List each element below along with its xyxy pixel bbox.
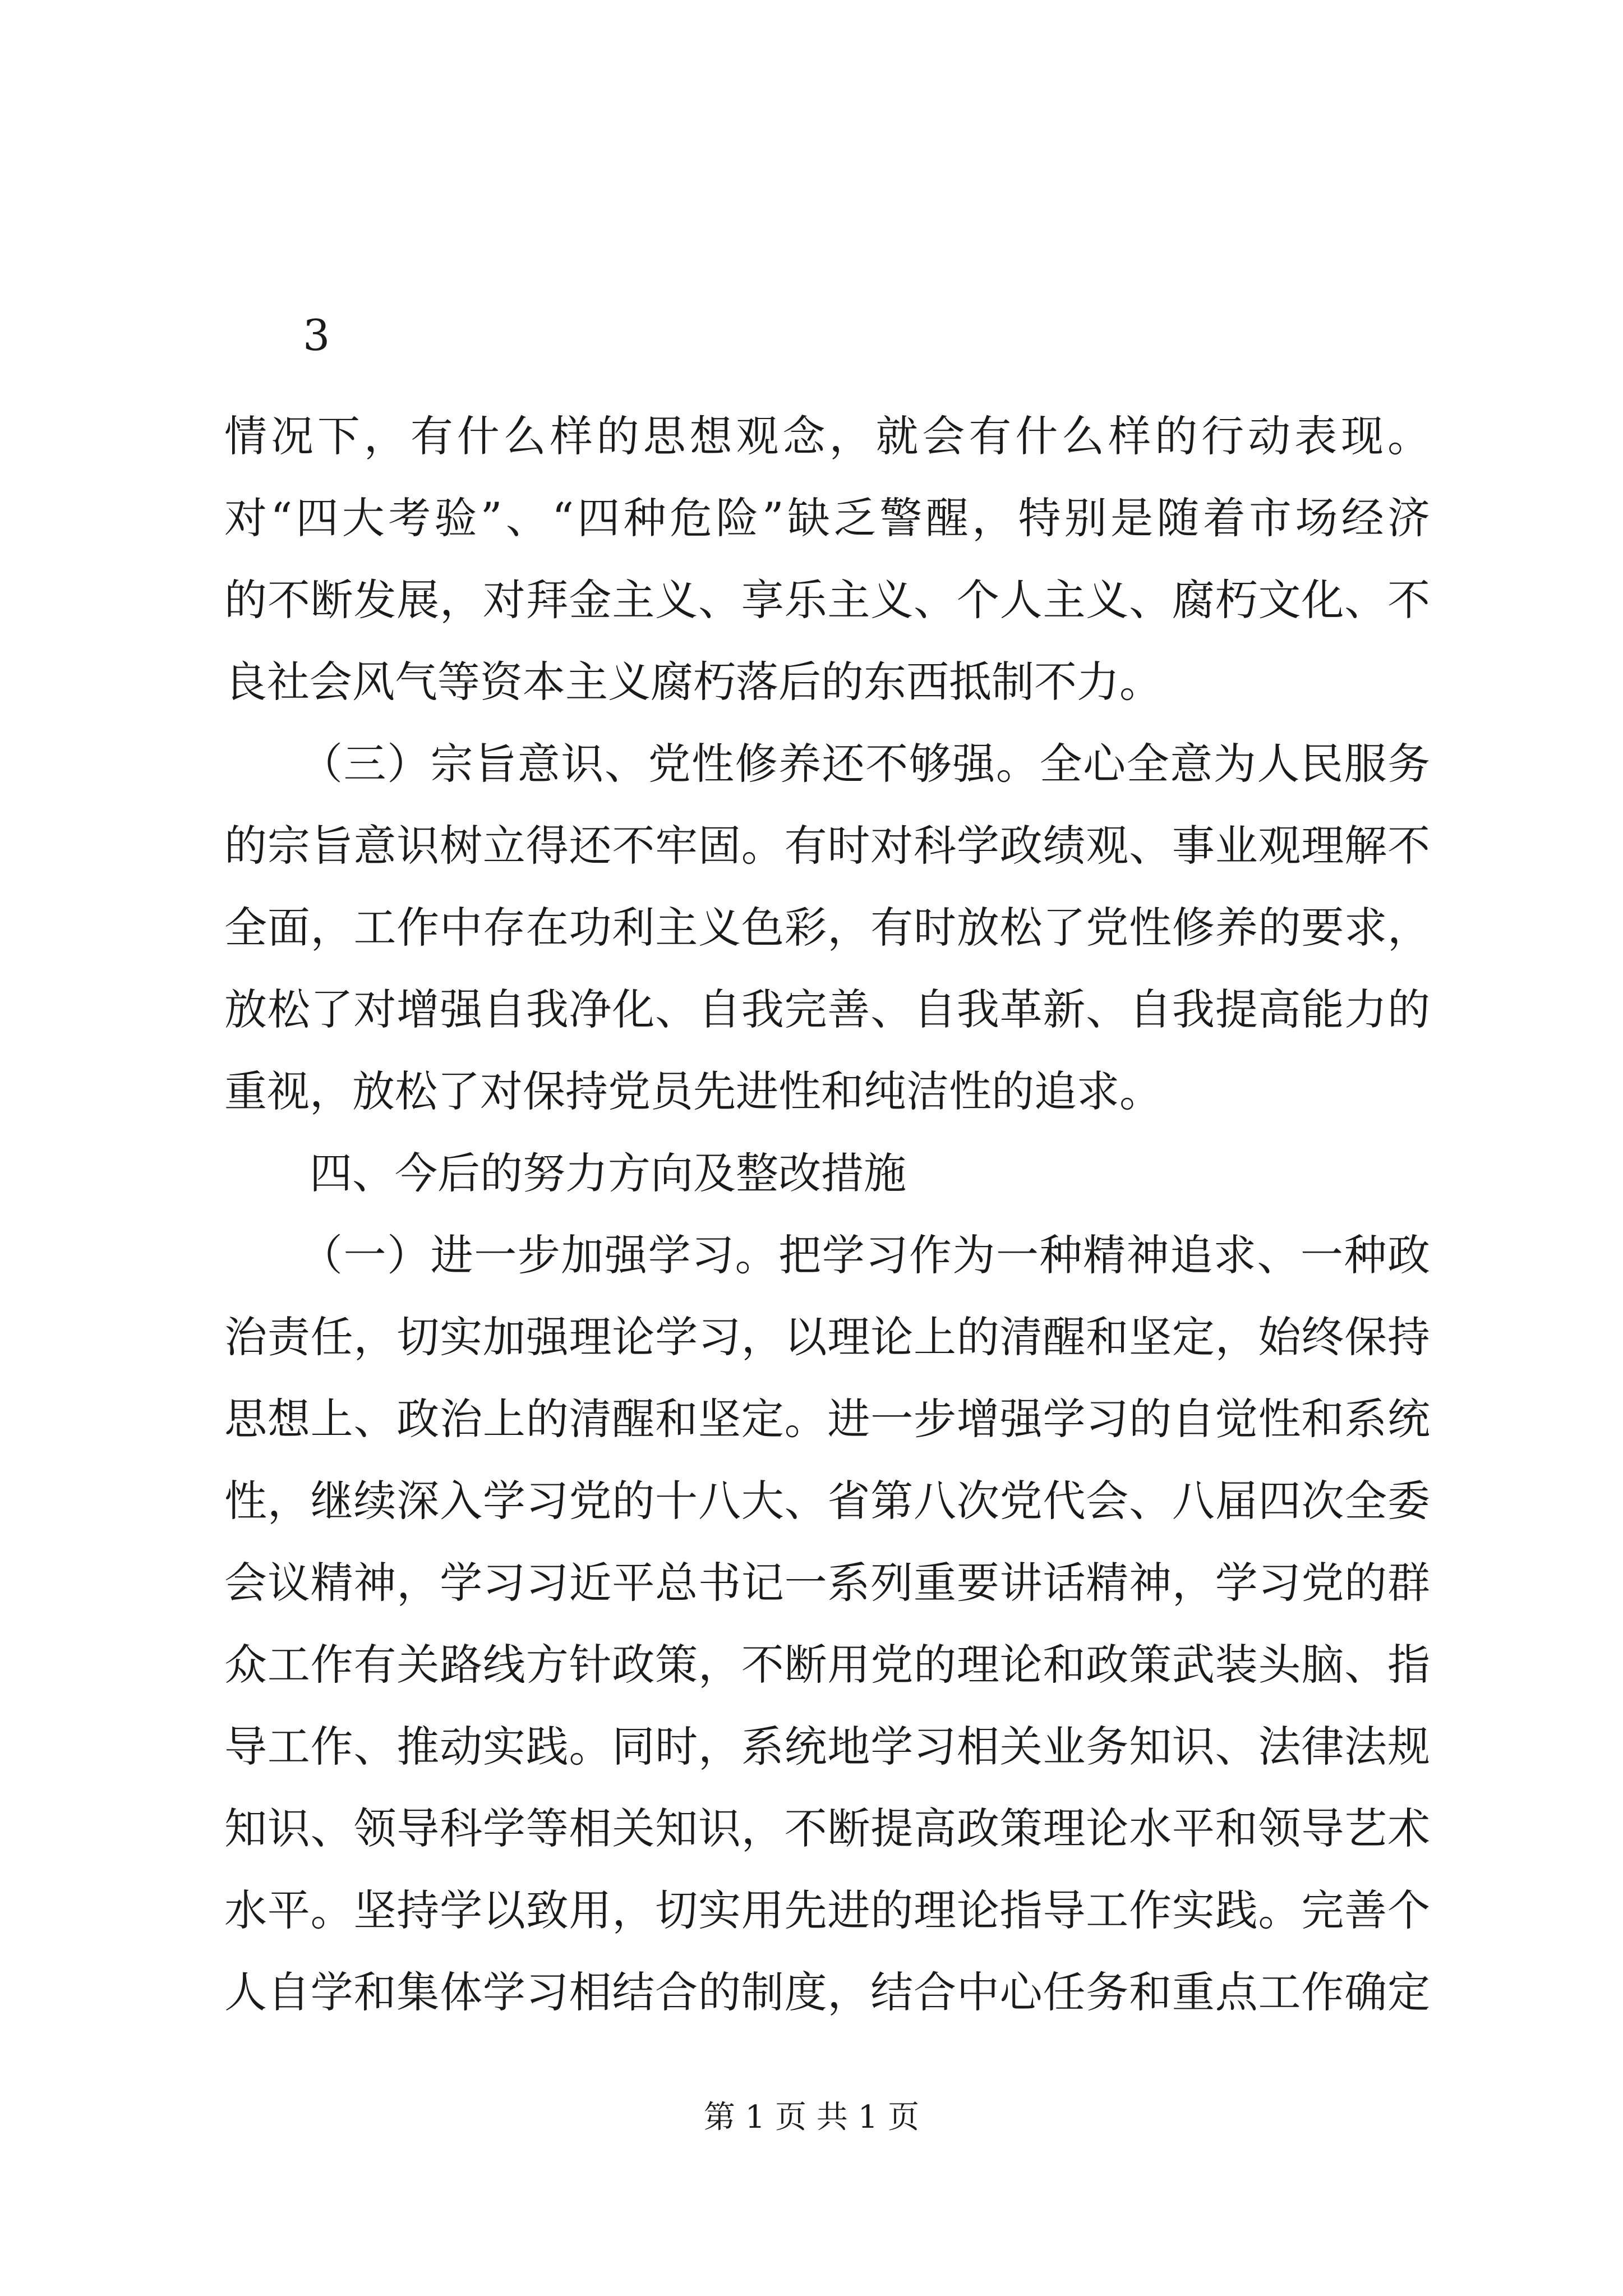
text-line: 知识、领导科学等相关知识，不断提高政策理论水平和领导艺术	[224, 1803, 1430, 1853]
text-line: 的不断发展，对拜金主义、享乐主义、个人主义、腐朽文化、不	[224, 575, 1430, 625]
text-line: 对“四大考验”、“四种危险”缺乏警醒，特别是随着市场经济	[224, 493, 1430, 543]
text-line: 治责任，切实加强理论学习，以理论上的清醒和坚定，始终保持	[224, 1312, 1430, 1362]
page-footer: 第 1 页 共 1 页	[703, 2099, 920, 2136]
text-line: 良社会风气等资本主义腐朽落后的东西抵制不力。	[224, 657, 1162, 707]
body-text	[224, 395, 1430, 2033]
text-line: 的宗旨意识树立得还不牢固。有时对科学政绩观、事业观理解不	[224, 821, 1430, 871]
text-line: 放松了对增强自我净化、自我完善、自我革新、自我提高能力的	[224, 984, 1430, 1034]
text-line: 性，继续深入学习党的十八大、省第八次党代会、八届四次全委	[224, 1476, 1430, 1526]
text-line: （三）宗旨意识、党性修养还不够强。全心全意为人民服务	[300, 739, 1430, 789]
text-line: 人自学和集体学习相结合的制度，结合中心任务和重点工作确定	[224, 1967, 1430, 2017]
text-line: 思想上、政治上的清醒和坚定。进一步增强学习的自觉性和系统	[224, 1394, 1430, 1444]
text-line: （一）进一步加强学习。把学习作为一种精神追求、一种政	[300, 1230, 1430, 1280]
text-line: 情况下，有什么样的思想观念，就会有什么样的行动表现。	[224, 411, 1430, 461]
text-line: 重视，放松了对保持党员先进性和纯洁性的追求。	[224, 1066, 1162, 1116]
text-line: 水平。坚持学以致用，切实用先进的理论指导工作实践。完善个	[224, 1885, 1430, 1935]
text-line: 全面，工作中存在功利主义色彩，有时放松了党性修养的要求，	[224, 903, 1430, 953]
text-line: 众工作有关路线方针政策，不断用党的理论和政策武装头脑、指	[224, 1640, 1430, 1690]
text-line: 会议精神，学习习近平总书记一系列重要讲话精神，学习党的群	[224, 1558, 1430, 1608]
section-heading: 四、今后的努力方向及整改措施	[310, 1148, 906, 1198]
page-marker: 3	[303, 310, 330, 360]
text-line: 导工作、推动实践。同时，系统地学习相关业务知识、法律法规	[224, 1722, 1430, 1772]
